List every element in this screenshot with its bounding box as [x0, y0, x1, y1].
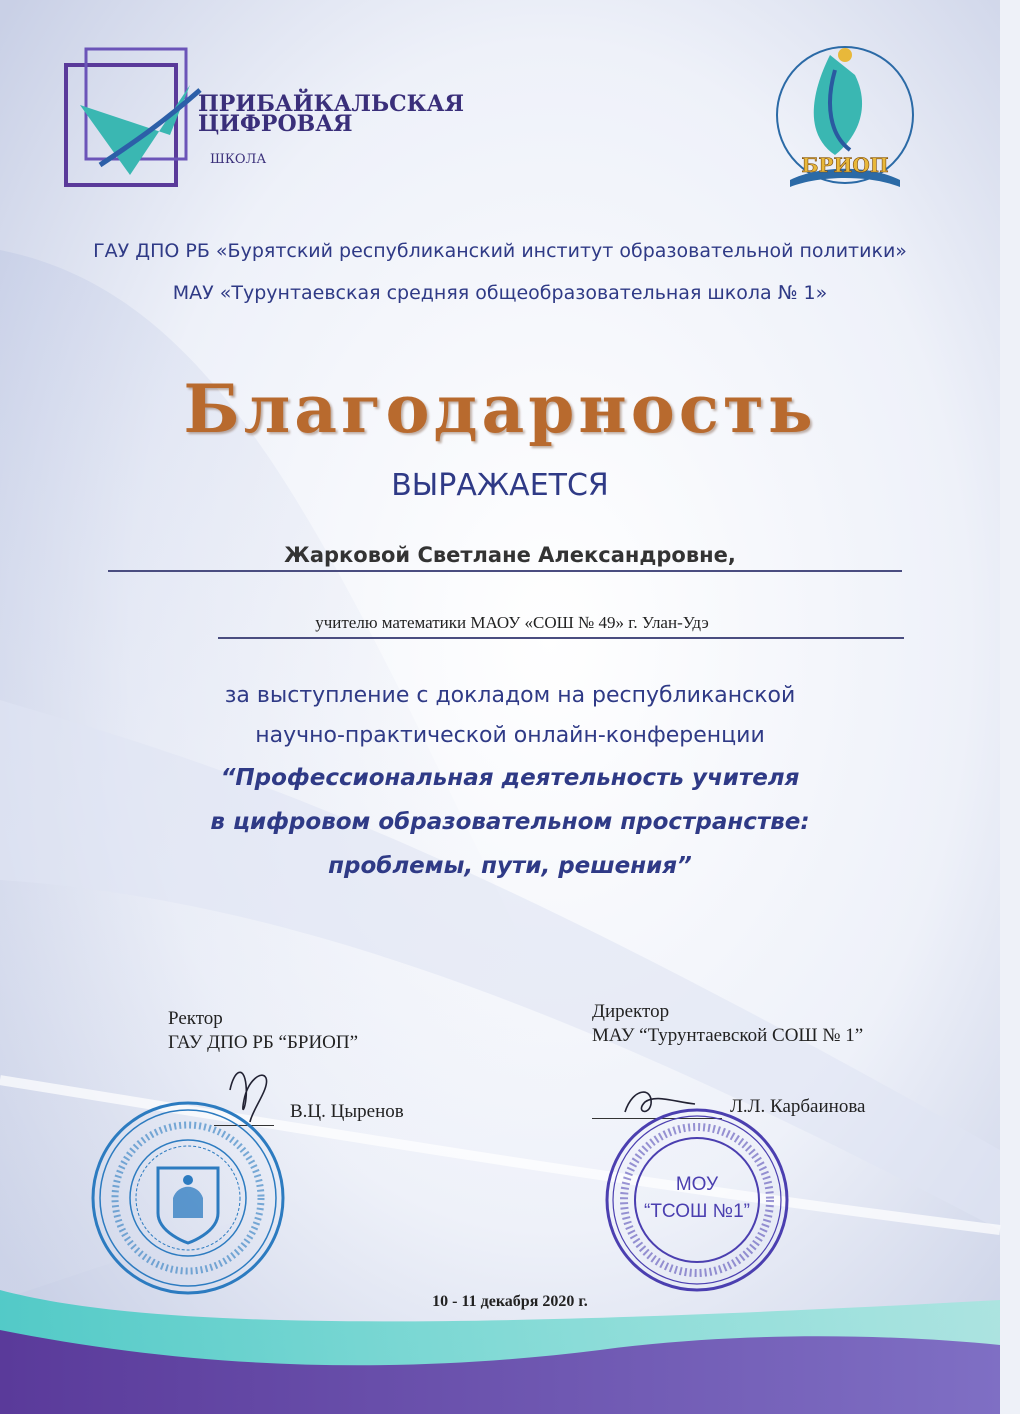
signature-left-org: ГАУ ДПО РБ “БРИОП” [168, 1032, 359, 1053]
logo-text-line2: ЦИФРОВАЯ [198, 111, 353, 137]
signature-right-org: МАУ “Турунтаевской СОШ № 1” [592, 1025, 864, 1046]
signature-left-name: В.Ц. Цыренов [290, 1101, 404, 1122]
reason-block [10, 676, 1010, 888]
recipient-name-underline [108, 570, 902, 572]
logo-text-line3: ШКОЛА [210, 152, 267, 167]
briop-logo-text: БРИОП [801, 153, 889, 177]
org-line-1: ГАУ ДПО РБ «Бурятский республиканский институт образовательной политики» [93, 240, 907, 262]
reason-line-1: за выступление с докладом на республиканской [224, 683, 796, 708]
recipient-name: Жарковой Светлане Александровне, [284, 543, 736, 567]
recipient-position-underline [218, 637, 904, 639]
topic-line-1: “Профессиональная деятельность учителя [220, 765, 800, 791]
recipient-position: учителю математики МАОУ «СОШ № 49» г. Улан-Удэ [315, 613, 709, 632]
signature-right-name: Л.Л. Карбаинова [730, 1096, 866, 1117]
briop-seal-stamp [88, 1098, 288, 1298]
signature-left-title [168, 1007, 358, 1055]
signature-right-role: Директор [592, 1001, 670, 1022]
reason-line-2: научно-практической онлайн-конференции [255, 723, 765, 748]
pribaikalskaya-school-logo [60, 45, 464, 205]
certificate-subtitle: ВЫРАЖАЕТСЯ [391, 468, 609, 503]
event-date: 10 - 11 декабря 2020 г. [432, 1293, 588, 1310]
org-line-2: МАУ «Турунтаевская средняя общеобразовательная школа № 1» [172, 282, 828, 304]
certificate-title: Благодарность [183, 370, 817, 448]
signature-right-title [592, 1000, 863, 1048]
signature-left-role: Ректор [168, 1008, 223, 1029]
briop-logo [770, 35, 920, 195]
logo-text-line1: ПРИБАЙКАЛЬСКАЯ [198, 91, 464, 117]
topic-line-3: проблемы, пути, решения” [328, 853, 692, 879]
stamp-text-line2: “ТСОШ №1” [644, 1201, 750, 1222]
tsosh-seal-stamp [602, 1105, 792, 1295]
stamp-text-line1: МОУ [675, 1174, 719, 1195]
header [0, 230, 1000, 314]
topic-line-2: в цифровом образовательном пространстве: [210, 809, 810, 835]
